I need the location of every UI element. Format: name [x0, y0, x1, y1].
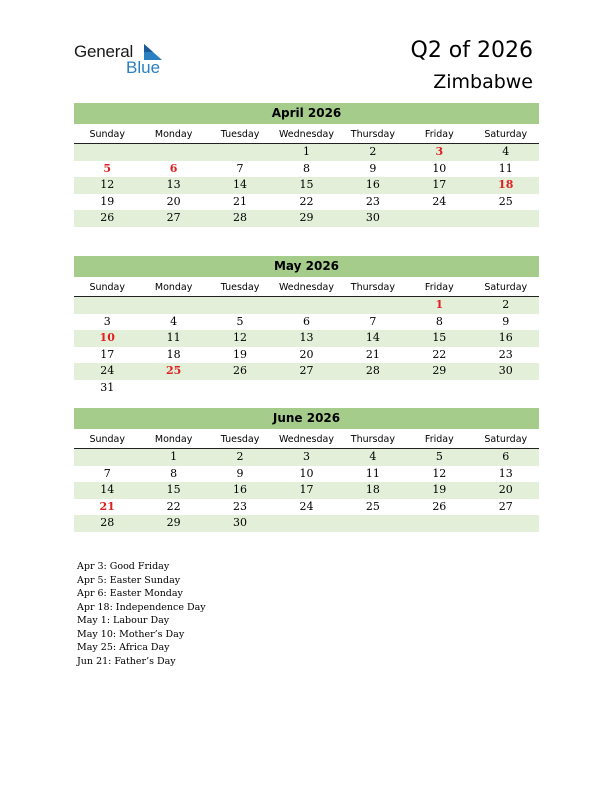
date-cell: 8: [170, 466, 178, 480]
date-cell: [74, 144, 140, 161]
day-of-week-label: Tuesday: [220, 434, 260, 445]
date-cell: 4: [369, 450, 377, 463]
holiday-list-item: Apr 5: Easter Sunday: [77, 574, 181, 586]
week-row: [74, 144, 539, 161]
week-row: [74, 499, 539, 516]
holiday-date-cell: 5: [103, 161, 112, 175]
date-cell: 9: [236, 466, 244, 480]
date-cell: 28: [233, 211, 248, 224]
date-cell: 23: [498, 347, 513, 361]
date-cell: 14: [100, 483, 115, 496]
date-cell: 19: [432, 483, 447, 496]
holiday-date-cell: 3: [435, 145, 444, 158]
date-cell: 16: [233, 483, 248, 496]
date-cell: 21: [233, 194, 248, 208]
date-cell: 11: [498, 161, 513, 175]
day-of-week-row: [74, 280, 539, 297]
date-cell: 24: [299, 499, 314, 513]
page-title: Q2 of 2026: [410, 38, 533, 63]
date-cell: 10: [299, 466, 314, 480]
date-cell: 8: [302, 161, 310, 175]
date-cell: 17: [299, 483, 314, 496]
day-of-week-label: Saturday: [484, 129, 528, 140]
holiday-date-cell: 21: [99, 499, 115, 513]
date-cell: 2: [236, 450, 244, 463]
date-cell: 20: [299, 347, 314, 361]
date-cell: 15: [166, 483, 181, 496]
date-cell: 10: [432, 161, 447, 175]
month-header: April 2026: [74, 103, 539, 124]
date-cell: 12: [100, 178, 115, 191]
date-cell: 21: [365, 347, 380, 361]
day-of-week-label: Monday: [154, 434, 193, 445]
date-cell: 30: [498, 364, 513, 377]
week-row: [74, 466, 539, 483]
date-cell: 5: [435, 450, 443, 463]
holiday-date-cell: 18: [498, 178, 514, 191]
date-cell: 12: [432, 466, 447, 480]
date-cell: 11: [365, 466, 380, 480]
day-of-week-label: Sunday: [89, 434, 125, 445]
date-cell: 1: [170, 450, 178, 463]
date-cell: 30: [233, 516, 248, 529]
month-calendar-may: [74, 256, 539, 396]
date-cell: 25: [365, 499, 380, 513]
date-cell: 29: [166, 516, 181, 529]
date-cell: 4: [502, 145, 510, 158]
date-cell: 13: [299, 331, 314, 344]
date-cell: 8: [435, 314, 443, 328]
date-cell: 27: [299, 364, 314, 377]
date-cell: 9: [502, 314, 510, 328]
date-cell: 27: [166, 211, 181, 224]
holiday-list: [77, 560, 206, 668]
date-cell: [74, 297, 140, 314]
week-row: [74, 194, 539, 211]
date-cell: [340, 380, 406, 397]
holiday-date-cell: 1: [435, 298, 444, 311]
date-cell: 6: [302, 314, 310, 328]
date-cell: 11: [166, 331, 181, 344]
date-cell: 15: [299, 178, 314, 191]
date-cell: 1: [302, 145, 310, 158]
date-cell: 6: [502, 450, 510, 463]
day-of-week-label: Monday: [154, 282, 193, 293]
date-cell: 22: [432, 347, 447, 361]
date-cell: 3: [103, 314, 111, 328]
date-cell: [207, 144, 273, 161]
date-cell: 17: [432, 178, 447, 191]
date-cell: 2: [369, 145, 377, 158]
holiday-list-item: May 25: Africa Day: [77, 642, 170, 653]
date-cell: 5: [236, 314, 244, 328]
date-cell: [406, 515, 472, 532]
date-cell: 19: [100, 194, 115, 208]
day-of-week-label: Thursday: [350, 129, 395, 140]
week-row: [74, 177, 539, 194]
date-cell: 31: [100, 380, 115, 394]
date-cell: [74, 449, 140, 466]
date-cell: 20: [166, 194, 181, 208]
month-calendar-april: [74, 103, 539, 227]
date-cell: 25: [498, 194, 513, 208]
holiday-list-item: Jun 21: Father’s Day: [77, 655, 176, 667]
date-cell: 9: [369, 161, 377, 175]
date-cell: 24: [100, 364, 115, 377]
day-of-week-label: Thursday: [350, 282, 395, 293]
date-cell: [140, 380, 206, 397]
date-cell: [273, 380, 339, 397]
logo-text-blue: Blue: [126, 58, 161, 77]
country-subtitle: Zimbabwe: [433, 71, 533, 93]
date-cell: 26: [233, 364, 248, 377]
date-cell: 26: [432, 499, 447, 513]
week-row: [74, 297, 539, 314]
week-row: [74, 482, 539, 499]
date-cell: [406, 210, 472, 227]
date-cell: 16: [498, 331, 513, 344]
date-cell: 20: [498, 483, 513, 496]
date-cell: 22: [299, 194, 314, 208]
date-cell: 26: [100, 211, 115, 224]
date-cell: 27: [498, 499, 513, 513]
date-cell: 17: [100, 347, 115, 361]
date-cell: 13: [498, 466, 513, 480]
month-calendar-june: [74, 408, 539, 532]
week-row: [74, 363, 539, 380]
date-cell: 13: [166, 178, 181, 191]
date-cell: 23: [233, 499, 248, 513]
date-cell: 30: [365, 211, 380, 224]
date-cell: 24: [432, 194, 447, 208]
holiday-date-cell: 25: [165, 364, 182, 377]
week-row: [74, 210, 539, 227]
month-header: May 2026: [74, 256, 539, 277]
date-cell: 12: [233, 331, 248, 344]
date-cell: [340, 515, 406, 532]
date-cell: 3: [302, 450, 310, 463]
holiday-list-item: May 10: Mother’s Day: [77, 628, 185, 640]
day-of-week-label: Tuesday: [220, 282, 260, 293]
brand-logo: [74, 42, 174, 78]
date-cell: 18: [166, 347, 181, 361]
holiday-date-cell: 10: [99, 331, 115, 344]
date-cell: 19: [233, 347, 248, 361]
date-cell: 28: [100, 516, 115, 529]
date-cell: 7: [103, 466, 111, 480]
holiday-list-item: Apr 3: Good Friday: [77, 561, 170, 572]
date-cell: [207, 297, 273, 314]
week-row: [74, 515, 539, 532]
day-of-week-label: Wednesday: [278, 282, 334, 293]
date-cell: 14: [365, 331, 380, 344]
date-cell: 23: [365, 194, 380, 208]
holiday-list-item: Apr 18: Independence Day: [77, 601, 206, 613]
day-of-week-label: Sunday: [89, 129, 125, 140]
date-cell: [473, 380, 539, 397]
date-cell: [406, 380, 472, 397]
day-of-week-row: [74, 127, 539, 144]
holiday-list-item: May 1: Labour Day: [77, 615, 170, 626]
month-header: June 2026: [74, 408, 539, 429]
week-row: [74, 380, 539, 397]
date-cell: 7: [236, 161, 244, 175]
day-of-week-label: Saturday: [484, 434, 528, 445]
date-cell: [340, 297, 406, 314]
logo-text-general: General: [74, 42, 134, 61]
date-cell: [140, 144, 206, 161]
date-cell: 2: [502, 298, 510, 311]
date-cell: [473, 210, 539, 227]
date-cell: 4: [170, 314, 178, 328]
week-row: [74, 347, 539, 364]
day-of-week-label: Saturday: [484, 282, 528, 293]
date-cell: 29: [432, 364, 447, 377]
week-row: [74, 330, 539, 347]
week-row: [74, 161, 539, 178]
date-cell: 7: [369, 314, 377, 328]
date-cell: [207, 380, 273, 397]
date-cell: 16: [365, 178, 380, 191]
day-of-week-label: Wednesday: [278, 129, 334, 140]
week-row: [74, 449, 539, 466]
week-row: [74, 314, 539, 331]
date-cell: 22: [166, 499, 181, 513]
day-of-week-label: Friday: [424, 434, 454, 445]
date-cell: [273, 297, 339, 314]
holiday-date-cell: 6: [169, 161, 178, 175]
date-cell: [140, 297, 206, 314]
date-cell: 14: [233, 178, 248, 191]
day-of-week-label: Sunday: [89, 282, 125, 293]
date-cell: 29: [299, 211, 314, 224]
day-of-week-label: Wednesday: [278, 434, 334, 445]
day-of-week-label: Friday: [424, 129, 454, 140]
date-cell: [273, 515, 339, 532]
day-of-week-label: Monday: [154, 129, 193, 140]
holiday-list-item: Apr 6: Easter Monday: [77, 588, 183, 599]
day-of-week-label: Friday: [424, 282, 454, 293]
day-of-week-label: Tuesday: [220, 129, 260, 140]
day-of-week-row: [74, 432, 539, 449]
date-cell: [473, 515, 539, 532]
date-cell: 18: [365, 483, 380, 496]
date-cell: 28: [365, 364, 380, 377]
date-cell: 15: [432, 331, 447, 344]
day-of-week-label: Thursday: [350, 434, 395, 445]
